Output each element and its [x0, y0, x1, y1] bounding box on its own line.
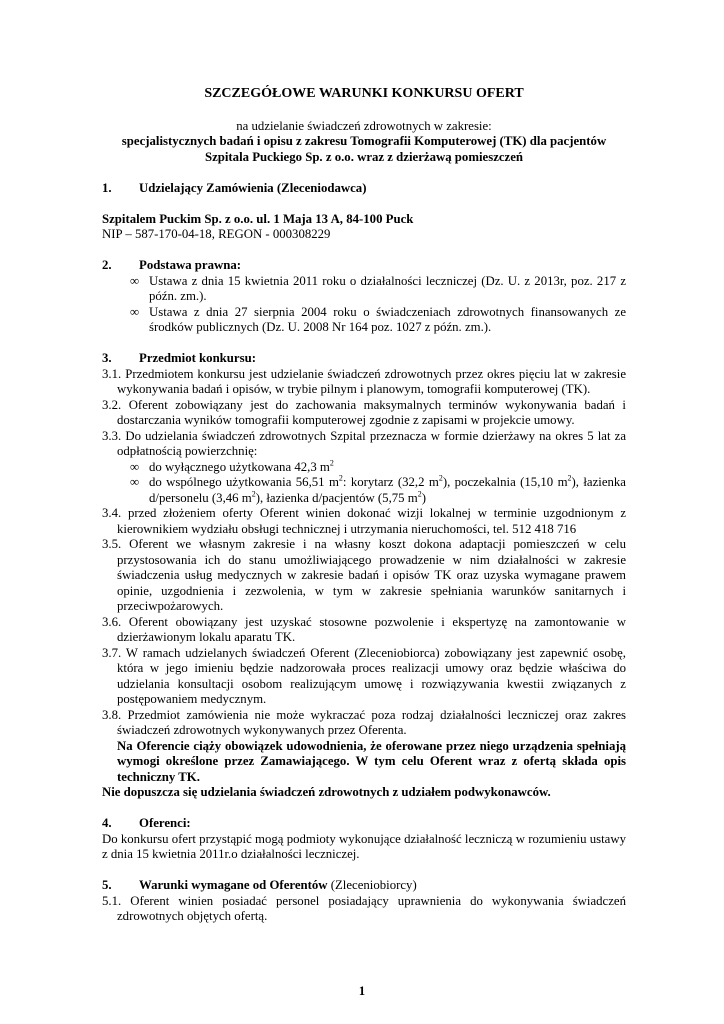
numbered-item-3-2	[102, 398, 626, 429]
section-2-heading	[102, 258, 626, 274]
legal-basis-item	[130, 274, 626, 305]
bullet-marker: ∞	[130, 304, 140, 319]
item-text: Oferent obowiązany jest uzyskać stosowne pozwolenie i ekspertyzę na zamontowanie w dzierżawionym lokalu aparatu TK.	[117, 614, 626, 644]
item-number: 3.2.	[102, 397, 122, 412]
area-text: do wspólnego użytkowania 56,51 $m^2$: korytarz (32,2 $m^2$), poczekalnia (15,10 $m^2$), łazienka d/personelu (3,46 $m^2$), łazienka d/pacjentów (5,75 $m^2$)	[149, 473, 626, 505]
document-title: SZCZEGÓŁOWE WARUNKI KONKURSU OFERT	[204, 86, 524, 101]
area-list-item	[130, 475, 626, 506]
section-3-heading	[102, 351, 626, 367]
bullet-marker: ∞	[130, 273, 140, 288]
numbered-item-3-5	[102, 537, 626, 615]
section-4-title: Oferenci:	[139, 816, 191, 830]
section-2-title: Podstawa prawna:	[139, 258, 242, 272]
section-5-number: 5.	[102, 878, 112, 892]
authority-registry-line: NIP – 587-170-04-18, REGON - 000308229	[102, 227, 331, 241]
item-text: przed złożeniem oferty Oferent winien dokonać wizji lokalnej w terminie uzgodnionym z kierownikiem wydziału obsługi technicznej i utrzymania nieruchomości, tel. 512 418 716	[117, 506, 626, 536]
item-number: 3.5.	[102, 537, 122, 551]
legal-basis-text: Ustawa z dnia 15 kwietnia 2011 roku o działalności leczniczej (Dz. U. z 2013r, poz. 217 z późn. zm.).	[149, 273, 626, 303]
section-1-title: Udzielający Zamówienia (Zleceniodawca)	[139, 180, 367, 195]
offerors-paragraph: Do konkursu ofert przystąpić mogą podmioty wykonujące działalność leczniczą w rozumieniu ustawy z dnia 15 kwietnia 2011r.o działalności leczniczej.	[102, 831, 626, 861]
numbered-item-3-6	[102, 615, 626, 646]
legal-basis-text: Ustawa z dnia 27 sierpnia 2004 roku o świadczeniach zdrowotnych finansowanych ze środków publicznych (Dz. U. 2008 Nr 164 poz. 1027 z późn. zm.).	[149, 304, 626, 334]
numbered-item-5-1	[102, 894, 626, 925]
section-4-number: 4.	[102, 816, 112, 830]
legal-basis-item	[130, 305, 626, 336]
equipment-note-paragraph: Na Oferencie ciąży obowiązek udowodnienia, że oferowane przez niego urządzenia spełniają wymogi określone przez Zamawiającego. W tym celu Oferent wraz z ofertą składa opis techniczny TK.	[117, 738, 626, 784]
item-text: Do udzielania świadczeń zdrowotnych Szpital przeznacza w formie dzierżawy na okres 5 lat za odpłatnością powierzchnię:	[117, 428, 627, 458]
item-text: Oferent winien posiadać personel posiadający uprawnienia do wykonywania świadczeń zdrowotnych objętych ofertą.	[117, 893, 626, 923]
numbered-item-3-3	[102, 429, 626, 460]
numbered-item-3-1	[102, 367, 626, 398]
item-number: 3.1.	[102, 366, 122, 381]
section-1-number: 1.	[102, 180, 112, 195]
item-text: W ramach udzielanych świadczeń Oferent (Zleceniobiorca) zobowiązany jest zapewnić osobę, która w jego imieniu będzie nadzorowała proces realizacji umowy oraz będzie właściwa do udzielania konsultacji osobom realizującym umowę i rozwiązywania kwestii związanych z postępowaniem medycznym.	[117, 645, 626, 706]
section-3-number: 3.	[102, 351, 112, 365]
bullet-marker: ∞	[130, 459, 140, 474]
section-2-number: 2.	[102, 258, 112, 272]
item-number: 3.4.	[102, 506, 122, 520]
numbered-item-3-8	[102, 708, 626, 739]
item-text: Oferent zobowiązany jest do zachowania maksymalnych terminów wykonywania badań i dostarczania wyników tomografii komputerowej zgodnie z zapisami w projekcie umowy.	[117, 397, 626, 427]
item-number: 3.8.	[102, 707, 122, 722]
item-number: 3.7.	[102, 645, 122, 660]
section-4-heading	[102, 816, 626, 832]
item-number: 3.3.	[102, 428, 122, 443]
subcontractors-note-paragraph: Nie dopuszcza się udzielania świadczeń zdrowotnych z udziałem podwykonawców.	[102, 785, 551, 799]
subtitle-line-2: specjalistycznych badań i opisu z zakresu Tomografii Komputerowej (TK) dla pacjentów	[121, 134, 607, 148]
item-number: 5.1.	[102, 893, 122, 908]
section-5-heading	[102, 878, 626, 894]
authority-name-line: Szpitalem Puckim Sp. z o.o. ul. 1 Maja 13 A, 84-100 Puck	[102, 211, 414, 226]
numbered-item-3-4	[102, 506, 626, 537]
section-1-heading	[102, 181, 626, 197]
subtitle-line-3: Szpitala Puckiego Sp. z o.o. wraz z dzierżawą pomieszczeń	[204, 149, 524, 164]
subtitle-line-1: na udzielanie świadczeń zdrowotnych w zakresie:	[236, 118, 492, 133]
item-text: Oferent we własnym zakresie i na własny koszt dokona adaptacji pomieszczeń w celu przystosowania ich do stanu umożliwiającego prowadzenie w nim działalności w zakresie świadczenia usług medycznych w zakresie badań i opisów TK oraz uzyska wymagane prawem opinie, uzgodnienia i zezwolenia, w tym w zakresie spełniania warunków sanitarnych i przeciwpożarowych.	[117, 537, 627, 613]
item-number: 3.6.	[102, 614, 122, 629]
item-text: Przedmiot zamówienia nie może wykraczać poza rodzaj działalności leczniczej oraz zakres świadczeń zdrowotnych wykonywanych przez Oferenta.	[117, 707, 626, 737]
numbered-item-3-7	[102, 646, 626, 708]
area-list-item	[130, 460, 626, 476]
bullet-marker: ∞	[130, 475, 140, 489]
item-text: Przedmiotem konkursu jest udzielanie świadczeń zdrowotnych przez okres pięciu lat w zakresie wykonywania badań i opisów, w trybie pilnym i planowym, tomografii komputerowej (TK).	[117, 366, 626, 396]
section-3-title: Przedmiot konkursu:	[139, 351, 256, 365]
section-5-title: Warunki wymagane od Oferentów (Zleceniobiorcy)	[139, 878, 417, 892]
page-number: 1	[358, 984, 366, 998]
area-text: do wyłącznego użytkowana 42,3 $m^2$	[149, 458, 334, 474]
